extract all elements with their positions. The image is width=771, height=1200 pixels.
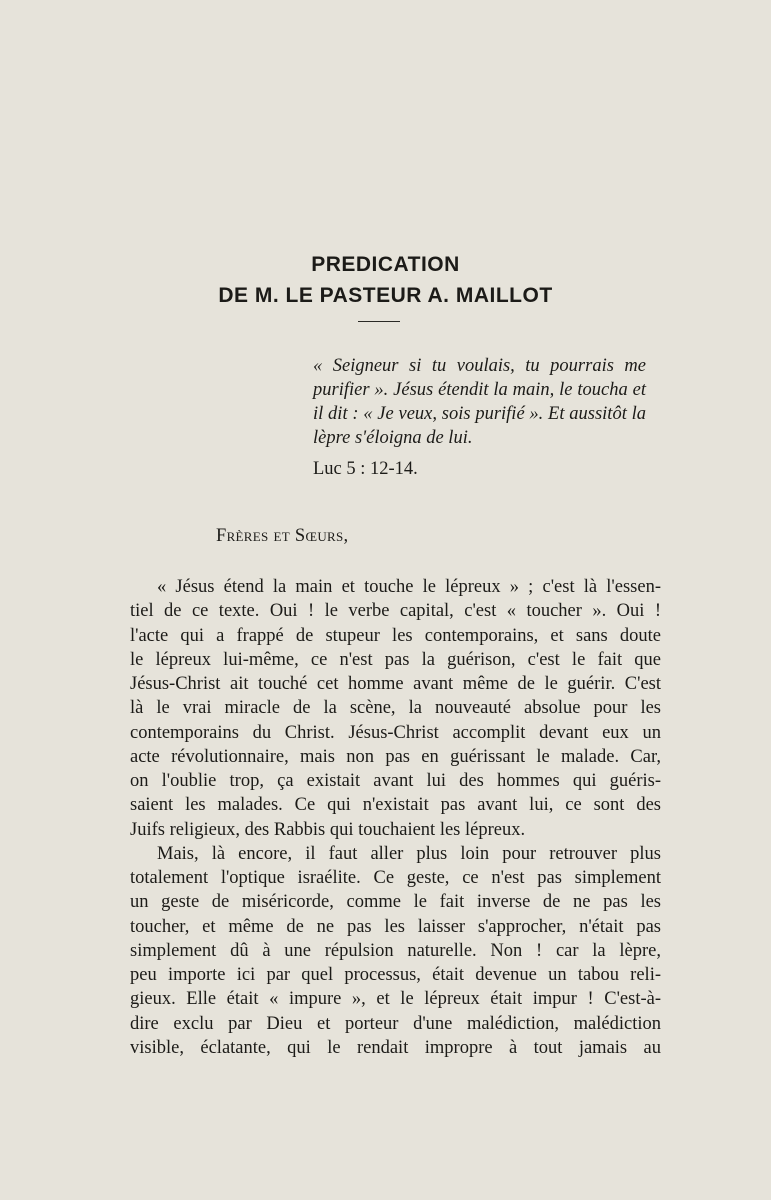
sermon-title-line-1: PREDICATION <box>311 253 460 276</box>
body-line: là le vrai miracle de la scène, la nouveauté absolue pour les <box>130 698 661 719</box>
body-line: peu importe ici par quel processus, était devenue un tabou reli- <box>130 965 661 985</box>
body-line: visible, éclatante, qui le rendait impropre à tout jamais au <box>130 1037 661 1058</box>
body-line: saient les malades. Ce qui n'existait pas avant lui, ce sont des <box>130 795 661 816</box>
title-divider <box>358 321 400 322</box>
body-line: contemporains du Christ. Jésus-Christ accomplit devant eux un <box>130 722 661 743</box>
body-line: toucher, et même de ne pas les laisser s'approcher, n'était pas <box>130 916 661 937</box>
epigraph-reference: Luc 5 : 12-14. <box>313 459 418 479</box>
body-line: « Jésus étend la main et touche le lépreux » ; c'est là l'essen- <box>157 577 661 597</box>
body-line: totalement l'optique israélite. Ce geste, ce n'est pas simplement <box>130 868 661 888</box>
body-line: Jésus-Christ ait touché cet homme avant même de le guérir. C'est <box>130 674 661 694</box>
body-line: l'acte qui a frappé de stupeur les contemporains, et sans doute <box>130 625 661 646</box>
body-line: on l'oublie trop, ça existait avant lui des hommes qui guéris- <box>130 771 661 791</box>
epigraph-quote: « Seigneur si tu voulais, tu pourrais me purifier ». Jésus étendit la main, le toucha et il dit : « Je veux, sois purifié ». Et aussitôt la lèpre s'éloigna de lui. <box>313 356 646 448</box>
salutation: Frères et Sœurs, <box>216 526 349 546</box>
body-line: un geste de miséricorde, comme le fait inverse de ne pas les <box>130 892 661 913</box>
body-line: Juifs religieux, des Rabbis qui touchaient les lépreux. <box>130 819 526 840</box>
body-line: le lépreux lui-même, ce n'est pas la guérison, c'est le fait que <box>130 649 661 670</box>
sermon-title-line-2: DE M. LE PASTEUR A. MAILLOT <box>218 284 553 307</box>
sermon-body <box>130 575 661 1060</box>
body-line: Mais, là encore, il faut aller plus loin pour retrouver plus <box>157 843 661 864</box>
body-line: simplement dû à une répulsion naturelle. Non ! car la lèpre, <box>130 940 661 961</box>
body-line: gieux. Elle était « impure », et le lépreux était impur ! C'est-à- <box>130 989 661 1010</box>
epigraph <box>313 354 646 481</box>
body-line: acte révolutionnaire, mais non pas en guérissant le malade. Car, <box>130 746 661 767</box>
body-line: tiel de ce texte. Oui ! le verbe capital, c'est « toucher ». Oui ! <box>130 601 661 622</box>
body-line: dire exclu par Dieu et porteur d'une malédiction, malédiction <box>130 1013 661 1034</box>
